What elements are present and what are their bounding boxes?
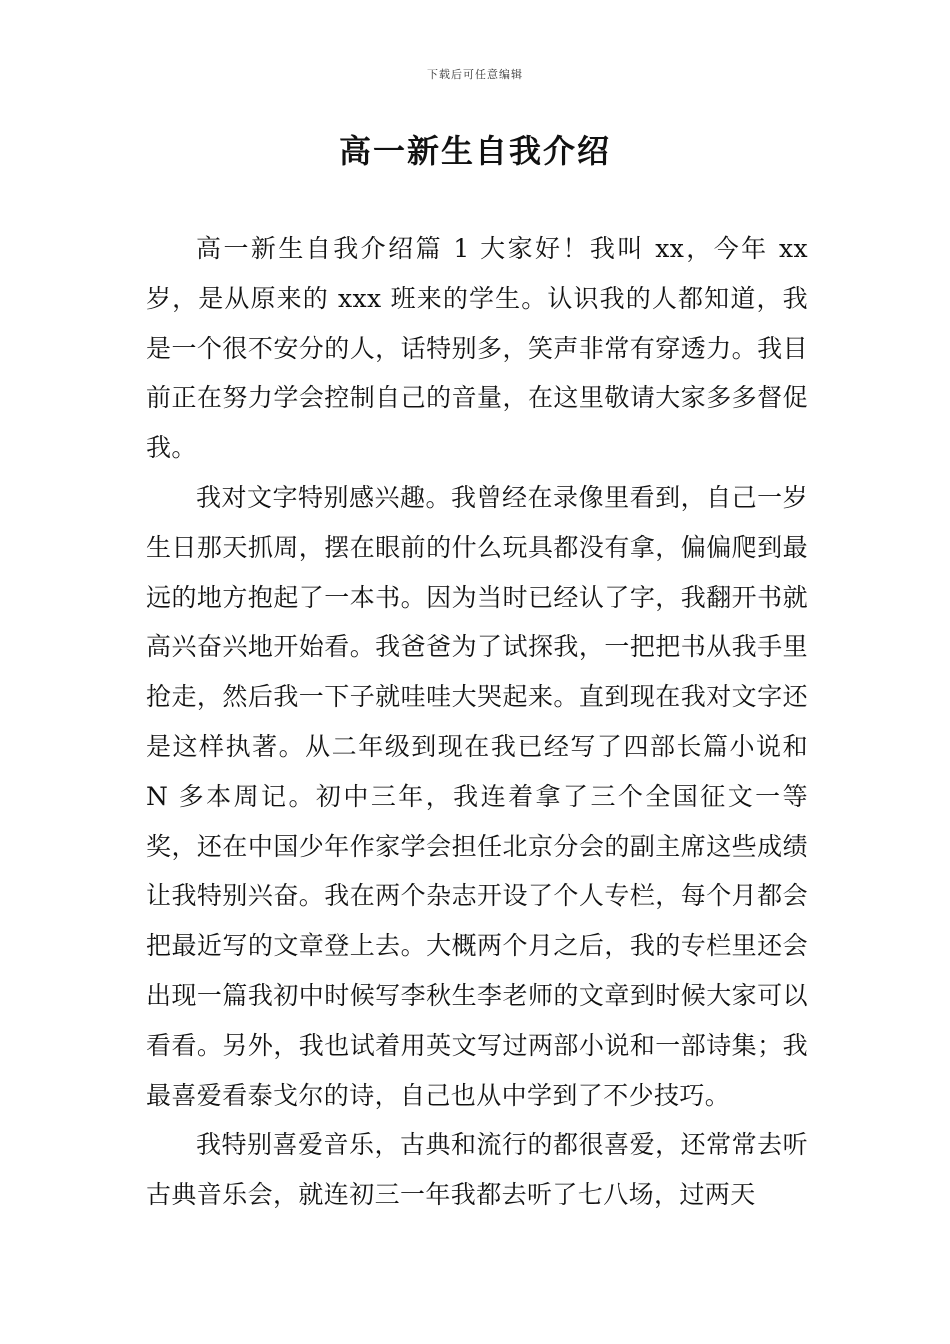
paragraph-2: 我对文字特别感兴趣。我曾经在录像里看到，自己一岁生日那天抓周，摆在眼前的什么玩具都没有拿，偏偏爬到最远的地方抱起了一本书。因为当时已经认了字，我翻开书就高兴奋兴地开始看。我爸爸为了试探我，一把把书从我手里抢走，然后我一下子就哇哇大哭起来。直到现在我对文字还是这样执著。从二年级到现在我已经写了四部长篇小说和 N 多本周记。初中三年，我连着拿了三个全国征文一等奖，还在中国少年作家学会担任北京分会的副主席这些成绩让我特别兴奋。我在两个杂志开设了个人专栏，每个月都会把最近写的文章登上去。大概两个月之后，我的专栏里还会出现一篇我初中时候写李秋生李老师的文章到时候大家可以看看。另外，我也试着用英文写过两部小说和一部诗集；我最喜爱看泰戈尔的诗，自己也从中学到了不少技巧。 <box>146 482 808 1110</box>
document-title: 高一新生自我介绍 <box>338 132 611 170</box>
paragraph-1: 高一新生自我介绍篇 1 大家好！我叫 xx，今年 xx 岁，是从原来的 xxx 班来的学生。认识我的人都知道，我是一个很不安分的人，话特别多，笑声非常有穿透力。我目前正在努力学会控制自己的音量，在这里敬请大家多多督促我。 <box>146 234 808 463</box>
header-note: 下载后可任意编辑 <box>427 68 523 81</box>
document-body <box>146 224 808 1220</box>
paragraph-3: 我特别喜爱音乐，古典和流行的都很喜爱，还常常去听古典音乐会，就连初三一年我都去听了七八场，过两天 <box>146 1130 808 1210</box>
